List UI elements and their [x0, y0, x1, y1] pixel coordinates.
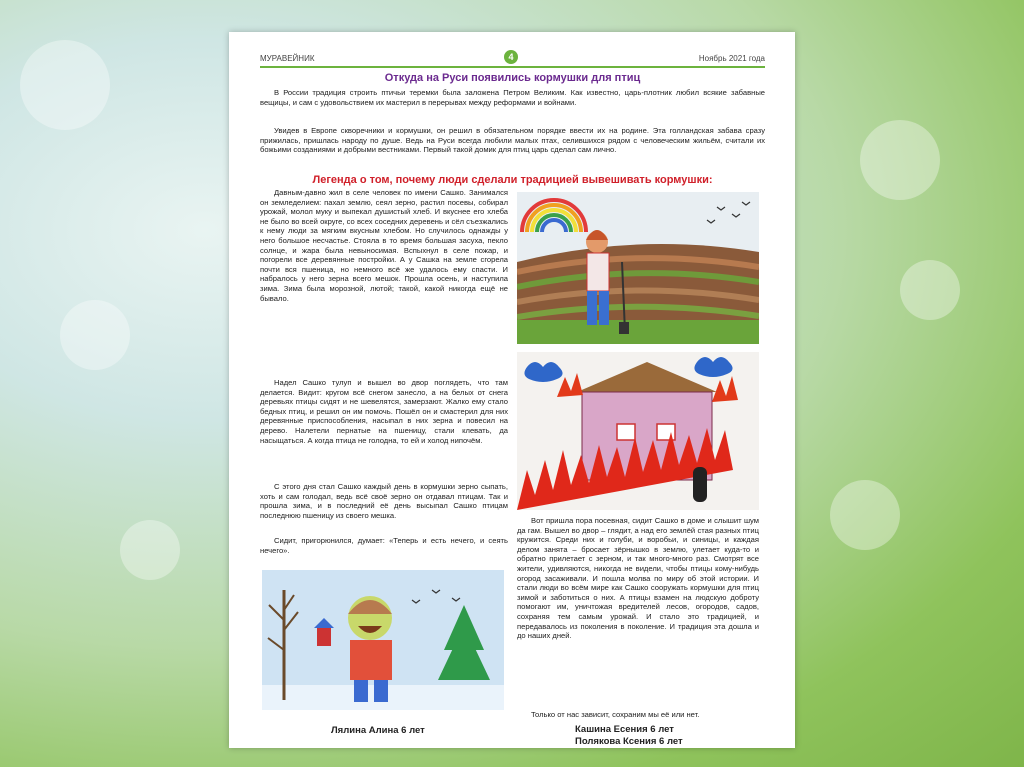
issue-date: Ноябрь 2021 года: [698, 54, 765, 63]
bokeh-circle: [830, 480, 900, 550]
child-drawing-farmer: [517, 192, 759, 344]
article-paragraph: Увидев в Европе скворечники и кормушки, он решил в обязательном порядке ввести их на родине. Эта голландская забава сразу прижилась, пришлась народу по душе. Ведь на Руси всегда любили малых птах, селившихся рядом с человеческим жильём, считали их божьими созданиями и добрыми вестниками. Первый такой домик для птиц царь сделал сам лично.: [260, 126, 765, 155]
child-drawing-winter: [262, 570, 504, 710]
author-caption: Кашина Есения 6 лет: [575, 724, 674, 735]
story-paragraph: С этого дня стал Сашко каждый день в кормушки зерно сыпать, хоть и сам голодал, ведь всё своё зерно он отдавал птицам. Так и прошла зима, и в последний её день высыпал Сашко птицам последнюю пшеницу из своего мешка.: [260, 482, 508, 520]
author-caption: Лялина Алина 6 лет: [331, 725, 425, 736]
bokeh-circle: [20, 40, 110, 130]
newspaper-name: МУРАВЕЙНИК: [260, 54, 315, 63]
story-paragraph: Сидит, пригорюнился, думает: «Теперь и есть нечего, и сеять нечего».: [260, 536, 508, 555]
story-paragraph: Надел Сашко тулуп и вышел во двор поглядеть, что там делается. Видит: кругом всё снегом занесло, а на белых от снега деревьях птицы сидят и не шевелятся, замерзают. Жалко ему стало бедных птиц, и решил он им помочь. Пошёл он и смастерил для них деревянные приспособления, насыпал в них зерна и повесил на дерево. Налетели пернатые на пшеницу, стали клевать, да насыщаться. А когда птица не голодна, то ей и холод нипочём.: [260, 378, 508, 445]
article-paragraph: В России традиция строить птичьи теремки была заложена Петром Великим. Как известно, царь-плотник любил всякие забавные вещицы, и сам с удовольствием их мастерил в перерывах между реформами и войнами.: [260, 88, 765, 107]
page-number: 4: [504, 50, 518, 64]
story-paragraph: Только от нас зависит, сохраним мы её или нет.: [531, 710, 700, 719]
bokeh-circle: [900, 260, 960, 320]
bokeh-circle: [120, 520, 180, 580]
newspaper-page: [229, 32, 795, 748]
story-paragraph: Вот пришла пора посевная, сидит Сашко в доме и слышит шум да гам. Вышел во двор – глядит, а над его землёй стая разных птиц кружится. Среди них и голуби, и воробьи, и синицы, и каждая делом занята – бросает зёрнышко в землю, улетает куда-то и обратно прилетает с зерном, и так много-много раз. Смотрят все жители, удивляются, никогда не видели, чтобы птицы кому-нибудь огород засаживали. И пошла молва по миру об этой истории. И стали люди во всём мире как Сашко сооружать кормушки для птиц зимой и заботиться о них. А птицы взамен на людскую доброту помогают им, уничтожая вредителей лесов, огородов, садов, сохраняя тем самым урожай. И стало это традицией, и передавалось из поколения в поколение. И традиция эта дошла и до наших дней.: [517, 516, 759, 641]
header-rule: [260, 66, 765, 68]
article-title: Откуда на Руси появились кормушки для птиц: [384, 72, 641, 84]
author-caption: Полякова Ксения 6 лет: [575, 736, 683, 747]
legend-title: Легенда о том, почему люди сделали традицией вывешивать кормушки:: [312, 174, 713, 186]
page-header: [260, 54, 765, 68]
bokeh-circle: [860, 120, 940, 200]
child-drawing-burning-house: [517, 352, 759, 510]
story-paragraph: Давным-давно жил в селе человек по имени Сашко. Занимался он земледелием: пахал землю, сеял зерно, растил посевы, собирал урожай, молол муку и выпекал душистый хлеб. И вкуснее его хлеба не было во всей округе, со всех соседних деревень и сёл съезжались к нему люди за мягким вкусным хлебом. Но случилось однажды у него большое несчастье. Стояла в то время большая засуха, пекло солнце, и жара была невыносимая. Вспыхнул в селе пожар, и погорели все деревянные постройки. А у Сашка на земле сгорела почти вся пшеница, но немного всё же удалось ему спасти. И набралось у него зерна всего мешок. Прошла осень, и наступила зима. Зима была морозной, лютой; такой, какой никогда ещё не бывало.: [260, 188, 508, 303]
bokeh-circle: [60, 300, 130, 370]
